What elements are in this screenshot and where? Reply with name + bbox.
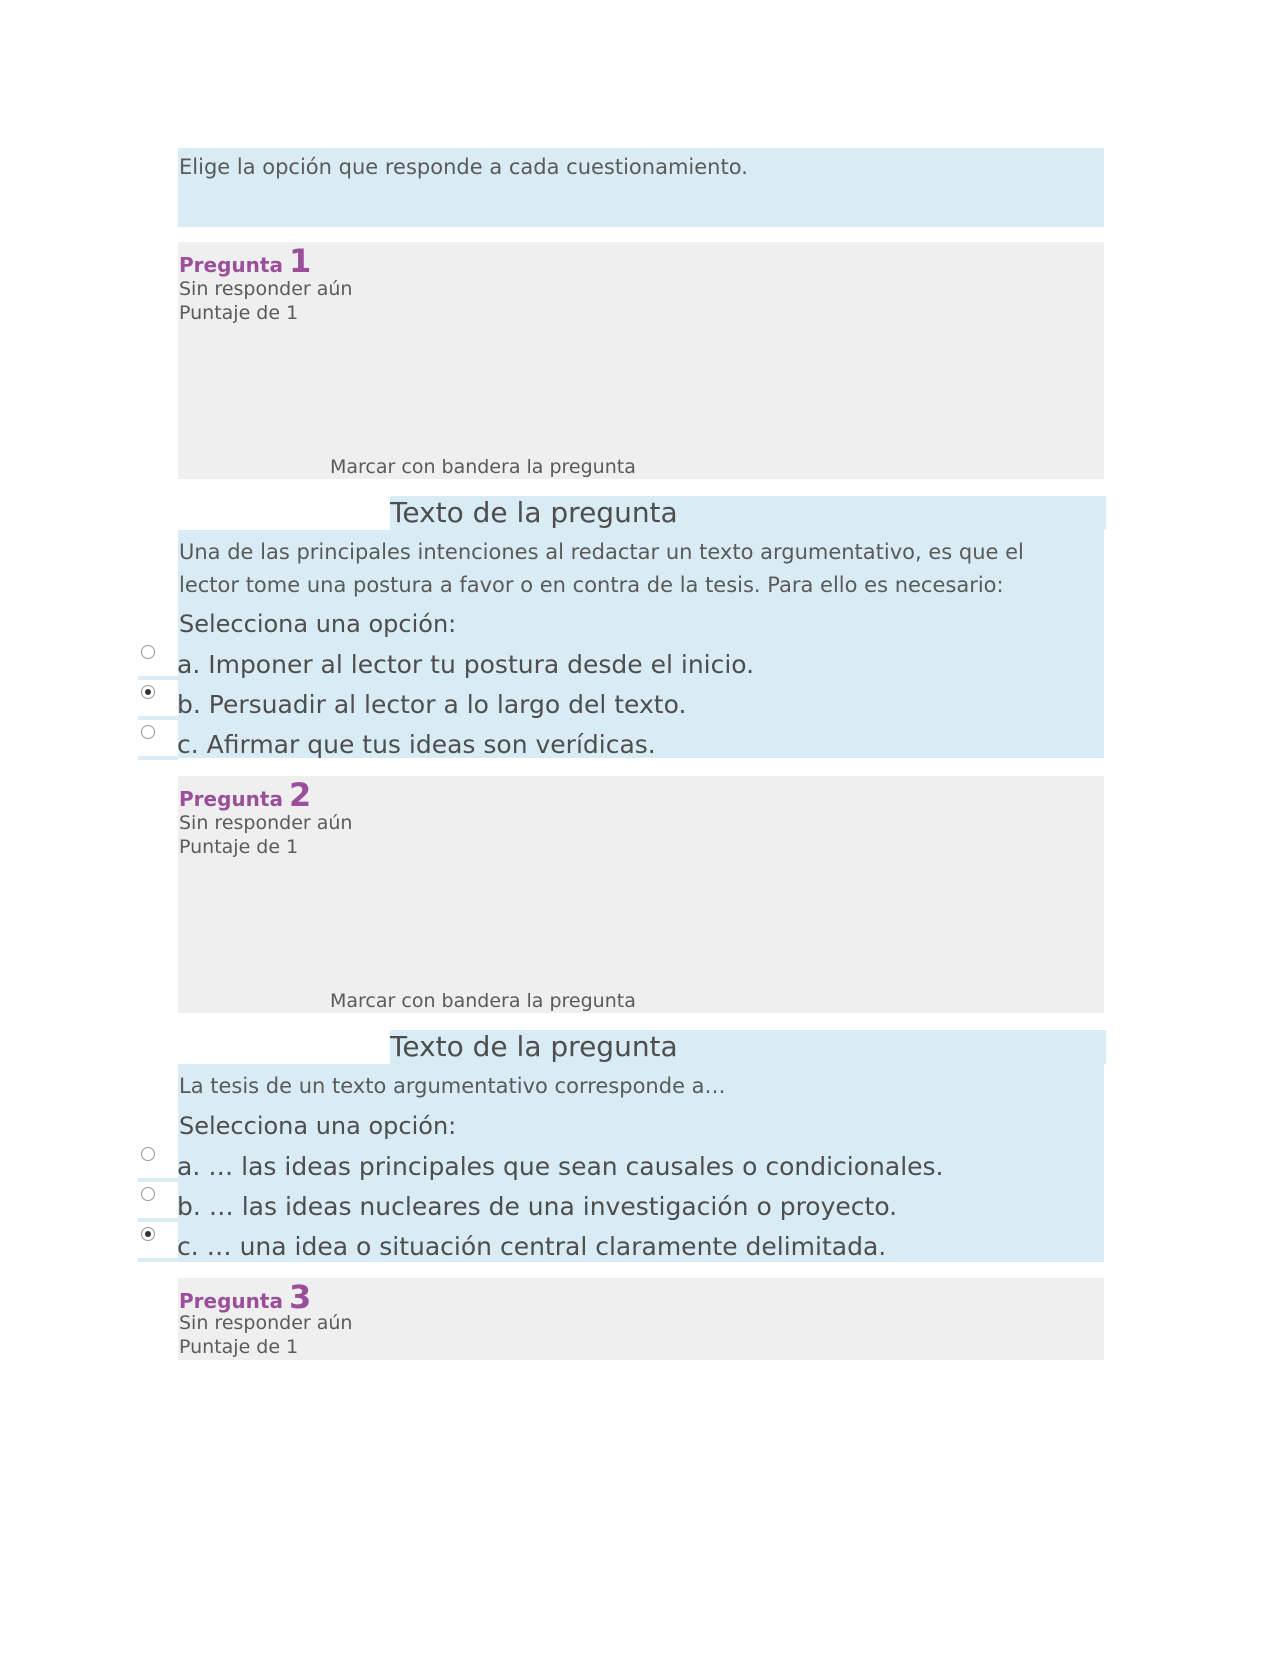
question-1-info [178, 242, 1104, 479]
answer-row [138, 680, 178, 720]
question-status: Sin responder aún [179, 278, 353, 300]
answer-row [138, 640, 178, 680]
radio-option-c[interactable] [141, 725, 155, 739]
answer-row [138, 1142, 178, 1182]
question-3-title [179, 1278, 311, 1316]
question-score: Puntaje de 1 [179, 302, 299, 324]
instruction-text: Elige la opción que responde a cada cuestionamiento. [179, 155, 748, 179]
question-2-info [178, 776, 1104, 1013]
answer-row [138, 720, 178, 760]
question-number: 2 [288, 776, 312, 814]
question-2-title [179, 776, 311, 814]
radio-option-a[interactable] [141, 1147, 155, 1161]
question-text-heading: Texto de la pregunta [390, 496, 678, 529]
question-label: Pregunta [179, 787, 283, 811]
question-2-text-heading [390, 1030, 1106, 1064]
option-c-label[interactable]: c. Afirmar que tus ideas son verídicas. [177, 730, 656, 759]
select-option-label: Selecciona una opción: [179, 610, 457, 638]
instruction-banner [178, 148, 1104, 227]
option-a-label[interactable]: a. Imponer al lector tu postura desde el inicio. [177, 650, 755, 679]
question-text-heading: Texto de la pregunta [390, 1030, 678, 1063]
option-a-label[interactable]: a. … las ideas principales que sean causales o condicionales. [177, 1152, 944, 1181]
question-prompt: Una de las principales intenciones al redactar un texto argumentativo, es que el lector tome una postura a favor o en contra de la tesis. Para ello es necesario: [179, 540, 1024, 597]
question-number: 1 [288, 242, 312, 280]
option-c-label[interactable]: c. … una idea o situación central claramente delimitada. [177, 1232, 887, 1261]
question-prompt: La tesis de un texto argumentativo corresponde a… [179, 1074, 726, 1098]
question-number: 3 [288, 1278, 312, 1316]
question-status: Sin responder aún [179, 1312, 353, 1334]
question-label: Pregunta [179, 1289, 283, 1313]
select-option-label: Selecciona una opción: [179, 1112, 457, 1140]
question-1-title [179, 242, 311, 280]
answer-row [138, 1222, 178, 1262]
question-1-body [178, 530, 1104, 758]
question-score: Puntaje de 1 [179, 836, 299, 858]
question-3-info [178, 1278, 1104, 1360]
question-label: Pregunta [179, 253, 283, 277]
answer-row [138, 1182, 178, 1222]
option-b-label[interactable]: b. … las ideas nucleares de una investigación o proyecto. [177, 1192, 898, 1221]
question-score: Puntaje de 1 [179, 1336, 299, 1358]
radio-option-b[interactable] [141, 1187, 155, 1201]
radio-option-c[interactable] [141, 1227, 155, 1241]
radio-option-b[interactable] [141, 685, 155, 699]
option-b-label[interactable]: b. Persuadir al lector a lo largo del texto. [177, 690, 687, 719]
question-status: Sin responder aún [179, 812, 353, 834]
flag-question-link[interactable]: Marcar con bandera la pregunta [330, 990, 636, 1012]
flag-question-link[interactable]: Marcar con bandera la pregunta [330, 456, 636, 478]
radio-option-a[interactable] [141, 645, 155, 659]
question-1-text-heading [390, 496, 1106, 530]
